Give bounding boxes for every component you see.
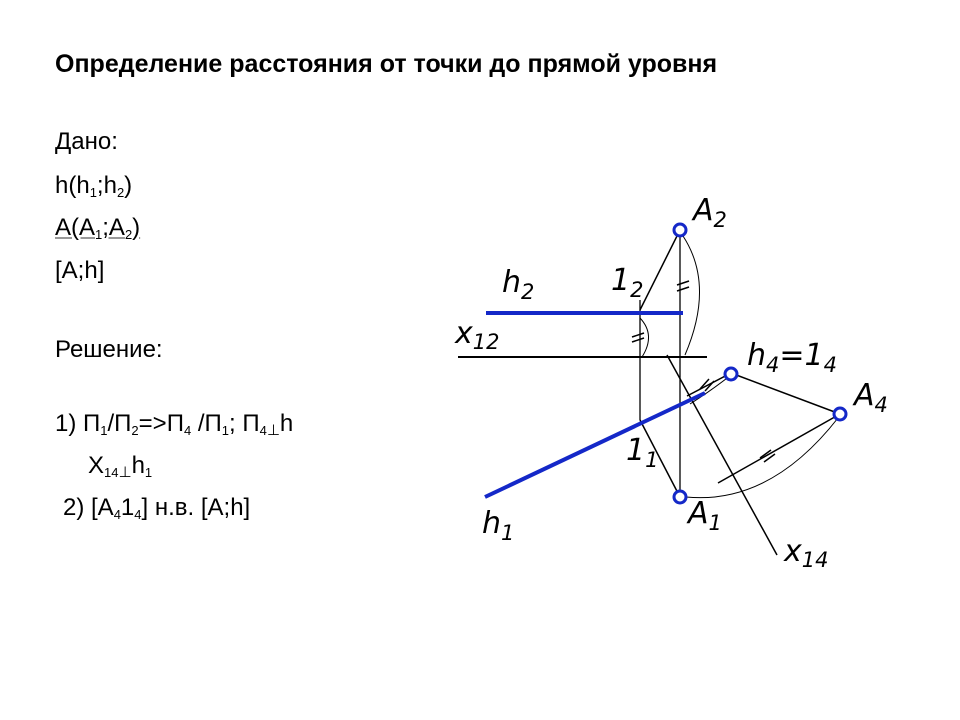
segment-a4-h4 [731, 373, 840, 414]
perpendicular-symbol: ⊥ [118, 464, 132, 481]
solution-step-1b: $X_{14}\perp h_1$ [88, 452, 153, 481]
arc-transfer-1 [683, 236, 700, 355]
given-heading: Дано: [55, 128, 118, 155]
given-line-h: $h(h_1;h_2)$ [55, 172, 133, 200]
arc-transfer-2 [640, 318, 649, 357]
point-a1 [674, 491, 686, 503]
line-a2-12 [640, 230, 680, 310]
given-point-a: $A(A_1;A_2)$ [55, 214, 141, 242]
solution-step-1: 1) $П_1/П_2=>П_4$ $/П_1$; $П_4\perp h$ [55, 410, 294, 439]
solution-step-2: 2) $[A_41_4]$ н.в. [A;h] [63, 494, 251, 522]
label-1-1: $1_1$ [626, 433, 659, 472]
point-a4 [834, 408, 846, 420]
label-h2: $h_2$ [502, 265, 535, 304]
label-x14: $x_{14}$ [784, 534, 829, 572]
label-x12: $x_{12}$ [455, 316, 500, 354]
label-a4: $A_4$ [854, 378, 888, 417]
label-h1: $h_1$ [482, 506, 515, 545]
given-pair: [A;h] [55, 257, 105, 284]
label-a2: $A_2$ [693, 193, 727, 232]
solution-heading: Решение: [55, 336, 163, 363]
point-h4 [725, 368, 737, 380]
label-1-2: $1_2$ [611, 263, 644, 302]
point-a2 [674, 224, 686, 236]
link-a4 [718, 414, 840, 483]
arc-transfer-3 [690, 375, 731, 404]
axis-x14 [667, 355, 777, 555]
label-h4-eq-14: $h_4=1_4$ [747, 338, 837, 377]
page-title: Определение расстояния от точки до прямой уровня [55, 50, 718, 78]
perpendicular-symbol: ⊥ [266, 422, 280, 439]
label-a1: $A_1$ [688, 496, 722, 535]
